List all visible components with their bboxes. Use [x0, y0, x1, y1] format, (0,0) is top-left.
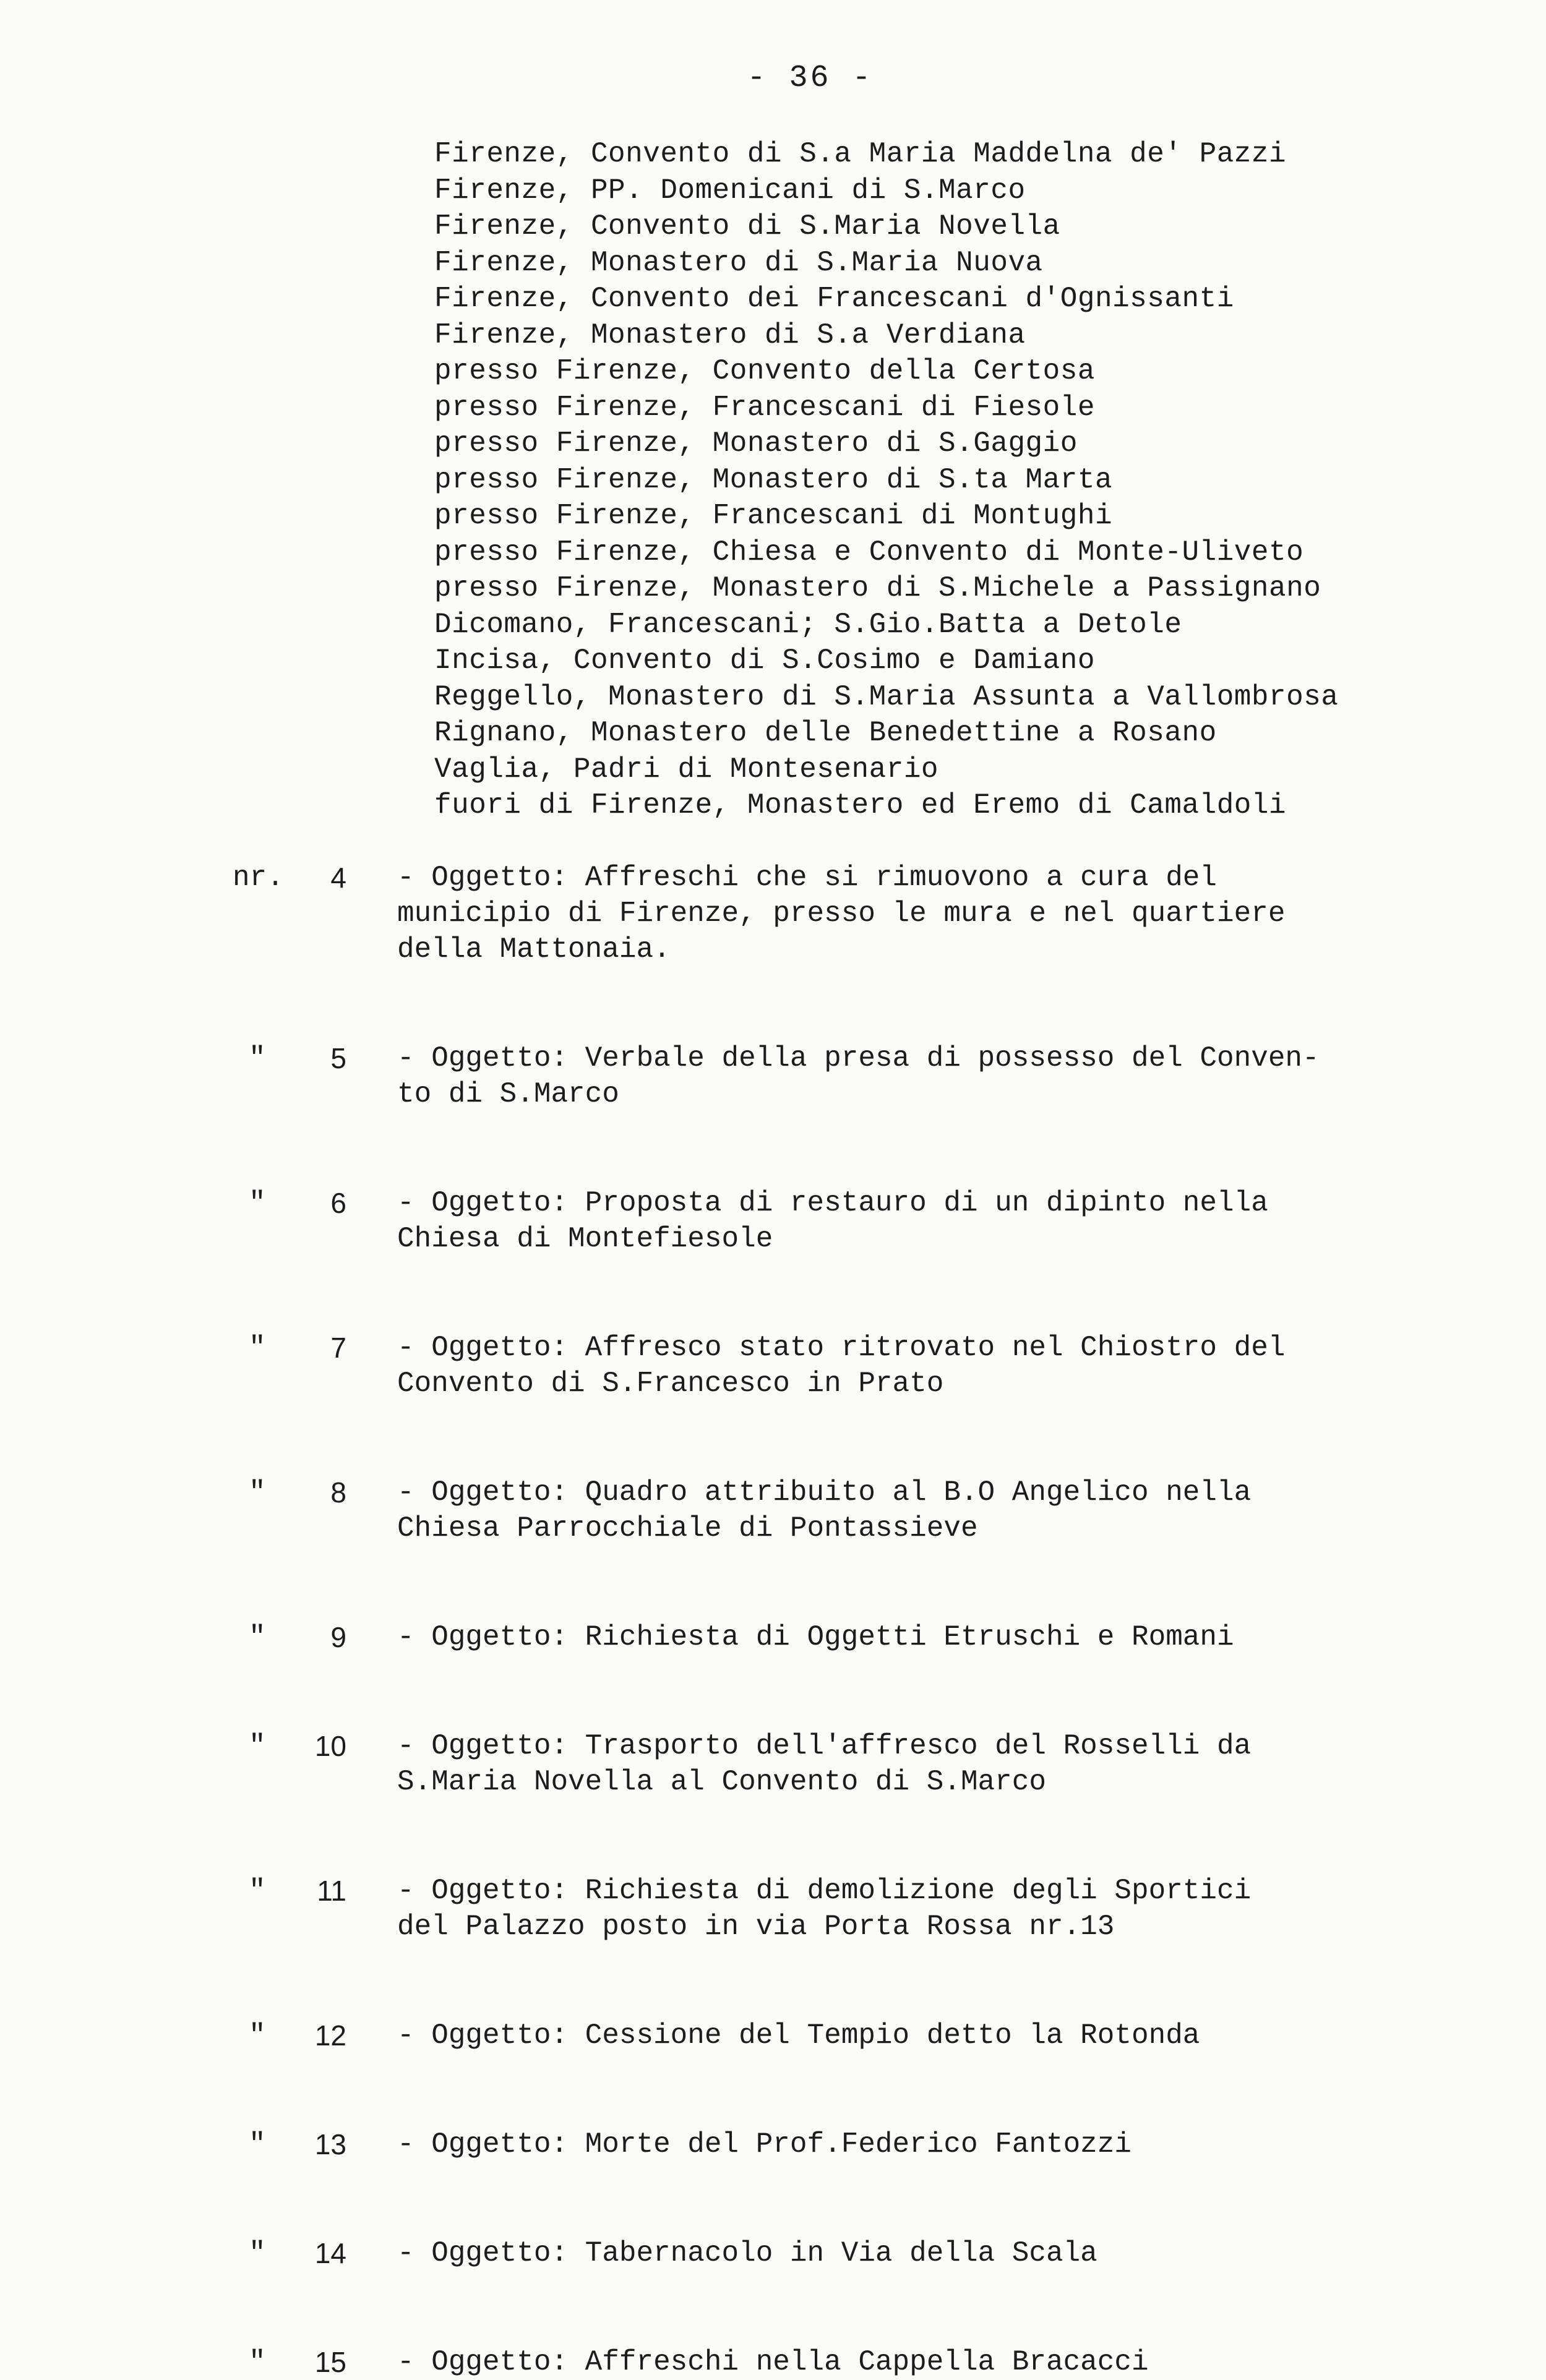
entry-text [397, 1873, 1511, 1945]
entry-item [0, 1619, 1546, 1655]
entry-item [0, 1040, 1546, 1112]
entry-number: 4 [330, 862, 346, 894]
entry-number: 14 [314, 2237, 346, 2269]
place-line: presso Firenze, Monastero di S.Gaggio [434, 427, 1078, 460]
place-line: Firenze, Convento di S.a Maria Maddelna de' Pazzi [434, 138, 1287, 170]
entry-item [0, 1330, 1546, 1402]
place-line: presso Firenze, Francescani di Montughi [434, 500, 1113, 532]
place-line: presso Firenze, Monastero di S.ta Marta [434, 463, 1113, 496]
entry-prefix: " [249, 1621, 266, 1653]
entry-text-line: Chiesa di Montefiesole [397, 1223, 773, 1255]
entry-text-line: - Oggetto: Proposta di restauro di un dipinto nella [397, 1187, 1268, 1219]
place-line: presso Firenze, Monastero di S.Michele a Passignano [434, 572, 1321, 604]
entry-text-line: - Oggetto: Quadro attribuito al B.O Angelico nella [397, 1476, 1252, 1509]
entry-text [397, 1330, 1511, 1402]
entry-prefix: nr. [233, 862, 284, 894]
place-line: Firenze, Convento dei Francescani d'Ognissanti [434, 283, 1234, 315]
place-line: Rignano, Monastero delle Benedettine a Rosano [434, 717, 1217, 749]
entry-text [397, 1475, 1511, 1546]
place-line: presso Firenze, Convento della Certosa [434, 355, 1095, 387]
entry-text [397, 1185, 1511, 1257]
entry-prefix: " [249, 2019, 266, 2052]
entry-number: 10 [314, 1730, 346, 1762]
place-line: Vaglia, Padri di Montesenario [434, 753, 939, 785]
entry-text [397, 1728, 1511, 1800]
entry-prefix: " [249, 1042, 266, 1074]
entry-prefix: " [249, 1332, 266, 1364]
entry-text-line: municipio di Firenze, presso le mura e nel quartiere [397, 897, 1286, 930]
place-line: presso Firenze, Chiesa e Convento di Monte-Uliveto [434, 536, 1304, 568]
entry-prefix: " [249, 2237, 266, 2269]
entry-number: 13 [314, 2128, 346, 2160]
entry-text-line: - Oggetto: Affreschi nella Cappella Bracacci [397, 2346, 1149, 2378]
entry-number: 8 [330, 1476, 346, 1509]
entry-item [0, 2235, 1546, 2271]
place-line: Dicomano, Francescani; S.Gio.Batta a Detole [434, 608, 1182, 641]
entry-number: 15 [314, 2346, 346, 2378]
entry-text-line: - Oggetto: Morte del Prof.Federico Fantozzi [397, 2128, 1132, 2160]
entry-text [397, 2235, 1511, 2271]
place-line: Firenze, Monastero di S.Maria Nuova [434, 246, 1043, 279]
entry-item [0, 1728, 1546, 1800]
place-line: Firenze, PP. Domenicani di S.Marco [434, 174, 1026, 207]
places-list [434, 136, 1511, 824]
place-line: Firenze, Monastero di S.a Verdiana [434, 319, 1026, 351]
entry-item [0, 2126, 1546, 2162]
entry-prefix: " [249, 1187, 266, 1219]
entry-text-line: - Oggetto: Verbale della presa di possesso del Conven- [397, 1042, 1320, 1074]
entry-number: 9 [330, 1621, 346, 1653]
entry-prefix: " [249, 2346, 266, 2378]
entry-prefix: " [249, 1476, 266, 1509]
entry-text-line: - Oggetto: Tabernacolo in Via della Scala [397, 2237, 1097, 2269]
entry-text-line: Convento di S.Francesco in Prato [397, 1368, 944, 1400]
entry-item [0, 2018, 1546, 2053]
entry-text [397, 2344, 1511, 2380]
entry-item [0, 1475, 1546, 1546]
entry-prefix: " [249, 2128, 266, 2160]
entry-number: 12 [314, 2019, 346, 2052]
entry-text [397, 860, 1511, 967]
entry-number: 11 [317, 1875, 346, 1907]
page-number: - 36 - [747, 61, 874, 96]
entry-text-line: - Oggetto: Richiesta di Oggetti Etruschi e Romani [397, 1621, 1234, 1653]
entry-prefix: " [249, 1875, 266, 1907]
entry-item [0, 1185, 1546, 1257]
entry-text-line: della Mattonaia. [397, 933, 671, 965]
entry-text [397, 2126, 1511, 2162]
entry-text [397, 2018, 1511, 2053]
entry-number: 6 [330, 1187, 346, 1219]
place-line: Incisa, Convento di S.Cosimo e Damiano [434, 644, 1095, 677]
entry-text-line: del Palazzo posto in via Porta Rossa nr.13 [397, 1911, 1115, 1943]
entry-text-line: - Oggetto: Cessione del Tempio detto la Rotonda [397, 2019, 1200, 2052]
entry-item [0, 860, 1546, 967]
entry-text-line: - Oggetto: Richiesta di demolizione degli Sportici [397, 1875, 1252, 1907]
place-line: presso Firenze, Francescani di Fiesole [434, 391, 1095, 424]
entry-item [0, 1873, 1546, 1945]
entries-list [0, 860, 1546, 2380]
entry-prefix: " [249, 1730, 266, 1762]
entry-text-line: - Oggetto: Affresco stato ritrovato nel Chiostro del [397, 1332, 1286, 1364]
entry-number: 5 [330, 1042, 346, 1074]
entry-text-line: - Oggetto: Affreschi che si rimuovono a cura del [397, 862, 1217, 894]
entry-text-line: - Oggetto: Trasporto dell'affresco del Rosselli da [397, 1730, 1252, 1762]
place-line: Reggello, Monastero di S.Maria Assunta a Vallombrosa [434, 680, 1339, 713]
entry-number: 7 [330, 1332, 346, 1364]
place-line: fuori di Firenze, Monastero ed Eremo di Camaldoli [434, 789, 1287, 821]
place-line: Firenze, Convento di S.Maria Novella [434, 210, 1060, 242]
entry-text [397, 1040, 1511, 1112]
entry-item [0, 2344, 1546, 2380]
entry-text [397, 1619, 1511, 1655]
entry-text-line: to di S.Marco [397, 1078, 619, 1110]
entry-text-line: Chiesa Parrocchiale di Pontassieve [397, 1512, 978, 1544]
entry-text-line: S.Maria Novella al Convento di S.Marco [397, 1766, 1046, 1798]
